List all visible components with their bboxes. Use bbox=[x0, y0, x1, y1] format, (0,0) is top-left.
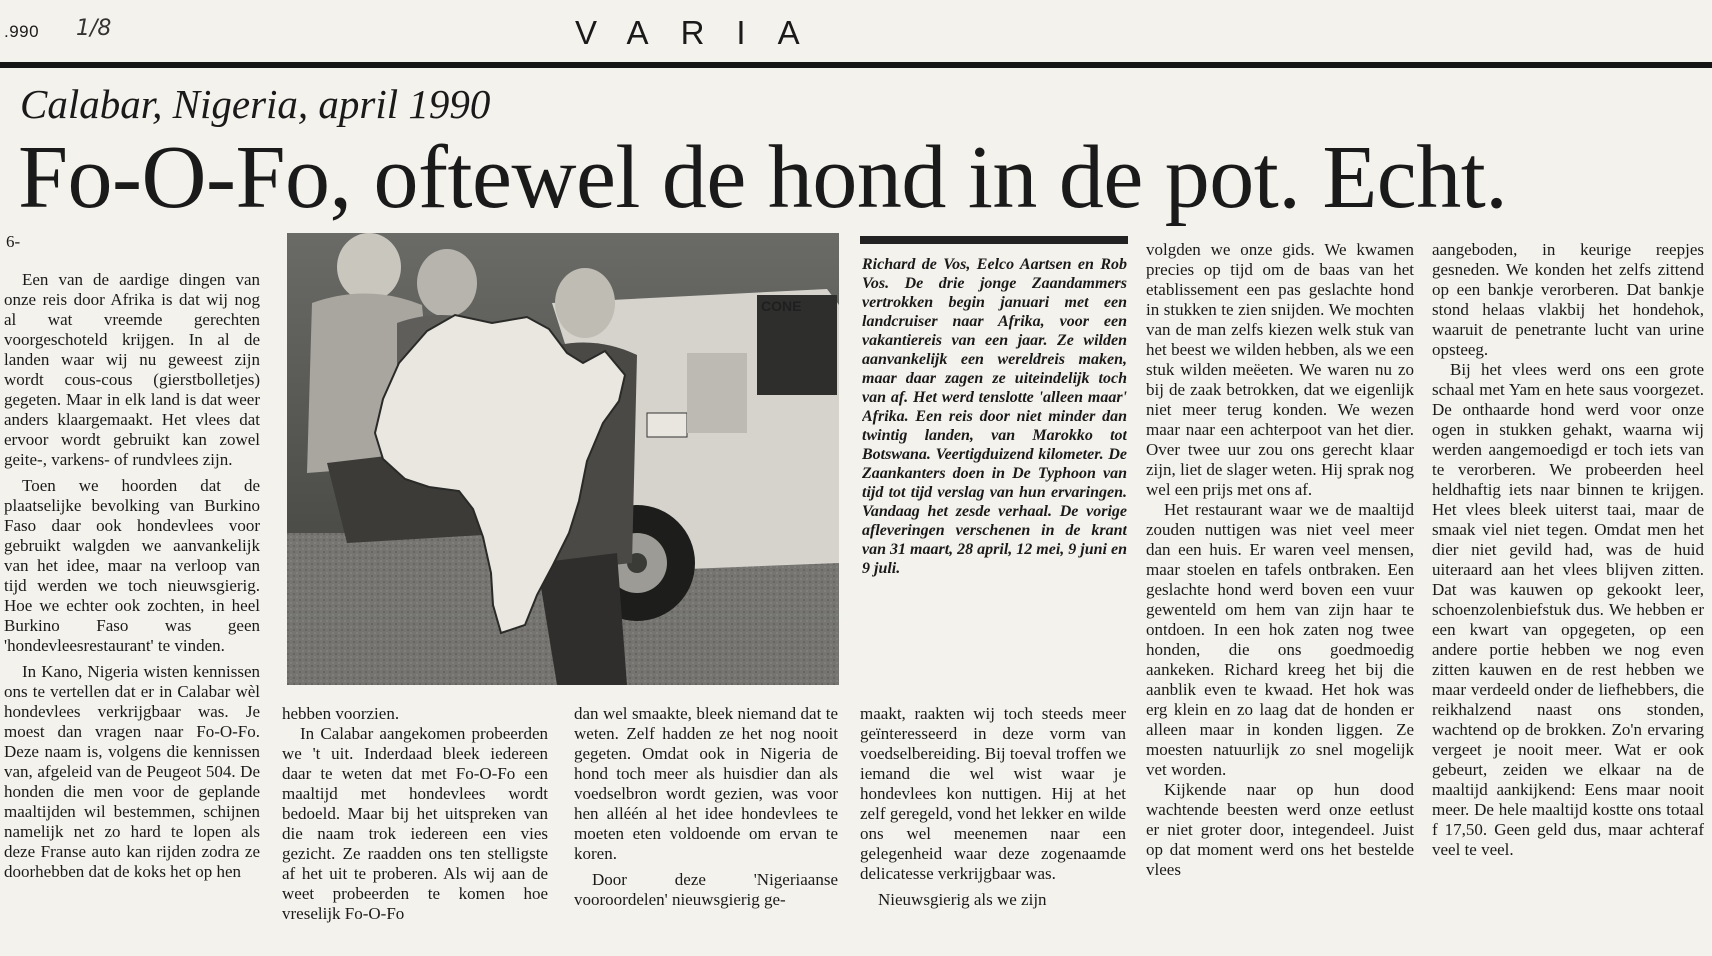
article-column-2 bbox=[282, 704, 548, 954]
vehicle-logo: CONE bbox=[761, 298, 802, 314]
photo-illustration bbox=[287, 233, 839, 685]
dateline: Calabar, Nigeria, april 1990 bbox=[20, 81, 491, 127]
page-number: .990 bbox=[4, 22, 40, 41]
article-column-4 bbox=[860, 704, 1126, 954]
paragraph: Door deze 'Nigeriaanse vooroordelen' nieuwsgierig ge- bbox=[574, 870, 838, 909]
paragraph: dan wel smaakte, bleek niemand dat te weten. Zelf hadden ze het nog nooit gegeten. Omdat ook in Nigeria de hond toch meer als huisdier dan als voedselbron wordt gezien, was voor hen alléén al het idee hondevlees te moeten eten voldoende om ervan te koren. bbox=[574, 704, 838, 863]
headline: Fo-O-Fo, oftewel de hond in de pot. Echt. bbox=[18, 128, 1508, 227]
article-column-3 bbox=[574, 704, 838, 954]
article-column-1 bbox=[4, 270, 260, 952]
paragraph: In Kano, Nigeria wisten kennissen ons te vertellen dat er in Calabar wèl hondevlees verkrijgbaar was. Je moest dan vragen naar Fo-O-Fo. Deze naam is, volgens die kennissen van, afgeleid van de Peugeot 504. De honden die men voor de geplande maaltijden wil bestemmen, schijnen namelijk net zo hard te lopen als deze Franse auto kan rijden zodra ze doorhebben dat de koks het op hen bbox=[4, 662, 260, 881]
section-title: VARIA bbox=[575, 14, 832, 51]
paragraph: aangeboden, in keurige reepjes gesneden. We konden het zelfs zittend op een bankje verorberen. Dat bankje stond helaas vlakbij het hondehok, waaruit de penetrante lucht van urine opsteeg. bbox=[1432, 240, 1704, 359]
paragraph: Toen we hoorden dat de plaatselijke bevolking van Burkino Faso daar ook hondevlees voor gebruikt walgden we aanvankelijk van het idee, maar na verloop van tijd werden we toch nieuwsgierig. Hoe we echter ook zochten, in heel Burkino Faso was geen 'hondevleesrestaurant' te vinden. bbox=[4, 476, 260, 655]
intro-box bbox=[862, 255, 1127, 645]
paragraph: maakt, raakten wij toch steeds meer geïnteresseerd in deze vorm van voedselbereiding. Bij toeval troffen we iemand die wel wist waar je hondevlees kon nuttigen. Hij at het zelf geregeld, vond het lekker en wilde ons wel meenemen naar een gelegenheid waar deze zogenaamde delicatesse verkrijgbaar was. bbox=[860, 704, 1126, 883]
paragraph: Een van de aardige dingen van onze reis door Afrika is dat wij nog al wat vreemde gerechten voorgeschoteld krijgen. In al de landen waar wij nu geweest zijn wordt cous-cous (gierstbolletjes) gegeten. Maar in elk land is dat weer anders klaargemaakt. Het vlees dat ervoor wordt gebruikt kan zowel geite-, varkens- of rundvlees zijn. bbox=[4, 270, 260, 469]
paragraph: Het restaurant waar we de maaltijd zouden nuttigen was niet veel meer dan een huis. Er waren veel mensen, maar stoelen en tafels ontbraken. Een geslachte hond werd boven een vuur gewenteld om hem van zijn haar te ontdoen. In een hok zaten nog twee honden, die ons goedmoedig aankeken. Richard kreeg het bij die aanblik even te kwaad. Het hok was erg klein en zo laag dat de honden er alleen maar in konden liggen. Ze moesten natuurlijk zo snel mogelijk vet worden. bbox=[1146, 500, 1414, 779]
intro-text: Richard de Vos, Eelco Aartsen en Rob Vos. De drie jonge Zaandammers vertrokken begin januari met een landcruiser naar Afrika, voor een vakantiereis van een jaar. Ze wilden aanvankelijk een wereldreis maken, maar daar zagen ze uiteindelijk toch van af. Het werd tenslotte 'alleen maar' Afrika. Een reis door niet minder dan twintig landen, van Marokko tot Botswana. Veertigduizend kilometer. De Zaankanters doen in De Typhoon van tijd tot tijd verslag van hun ervaringen. Vandaag het zesde verhaal. De vorige afleveringen verschenen in de krant van 31 maart, 28 april, 12 mei, 9 juni en 9 juli. bbox=[862, 256, 1127, 577]
intro-rule bbox=[860, 236, 1128, 244]
header-rule bbox=[0, 62, 1712, 68]
paragraph: hebben voorzien. bbox=[282, 704, 400, 723]
paragraph: Kijkende naar op hun dood wachtende beesten werd onze eetlust er niet groter door, integendeel. Juist op dat moment werd ons het bestelde vlees bbox=[1146, 780, 1414, 879]
paragraph: Bij het vlees werd ons een grote schaal met Yam en hete saus voorgezet. De onthaarde hond werd voor onze ogen in stukken gehakt, waarna wij werden aangemoedigd er toch iets van te verorberen. We probeerden heel heldhaftig iets naar binnen te krijgen. Het vlees bleek uiterst taai, maar de smaak viel niet tegen. Omdat men het dier niet gevild had, was de huid uiteraard aan het vlees blijven zitten. Dat was kauwen op gekookt leer, schoenzolenbiefstuk dus. We hebben er een kwart van opgegeten, op een andere portie hebben we nog even zitten kauwen en de rest hebben we maar verdeeld onder de liefhebbers, die reikhalzend naast ons stonden, wachtend op de brokken. Zo'n ervaring vergeet je nooit meer. Wat er ook gebeurt, zeiden we elkaar na de maaltijd aankijkend: Eens maar nooit meer. De hele maaltijd kostte ons totaal f 17,50. Geen geld dus, maar achteraf veel te veel. bbox=[1432, 360, 1704, 859]
article-column-5 bbox=[1146, 240, 1414, 952]
paragraph: Nieuwsgierig als we zijn bbox=[878, 890, 1047, 909]
article-column-6 bbox=[1432, 240, 1704, 952]
handwritten-date: 1/8 bbox=[76, 16, 112, 41]
episode-marker: 6- bbox=[6, 232, 21, 251]
paragraph: In Calabar aangekomen probeerden we 't uit. Inderdaad bleek iedereen daar te weten dat met Fo-O-Fo een maaltijd met hondevlees wordt bedoeld. Maar bij het uitspreken van die naam trok iedereen een vies gezicht. Ze raadden ons ten stelligste af het uit te proberen. Als wij aan de weet probeerden te komen hoe vreselijk Fo-O-Fo bbox=[282, 724, 548, 923]
paragraph: volgden we onze gids. We kwamen precies op tijd om de baas van het etablissement een pas geslachte hond in stukken te zien snijden. We mochten van de man zelfs kiezen welk stuk van het beest we wilden hebben, als we een stuk wilden meëeten. We waren nu zo bij de zaak betrokken, dat we eigenlijk niet meer terug konden. We wezen maar naar een achterpoot van het dier. Over twee uur zou ons gerecht klaar zijn, liet de slager weten. Hij sprak nog wel een prijs met ons af. bbox=[1146, 240, 1414, 499]
travellers-photo bbox=[287, 233, 839, 685]
